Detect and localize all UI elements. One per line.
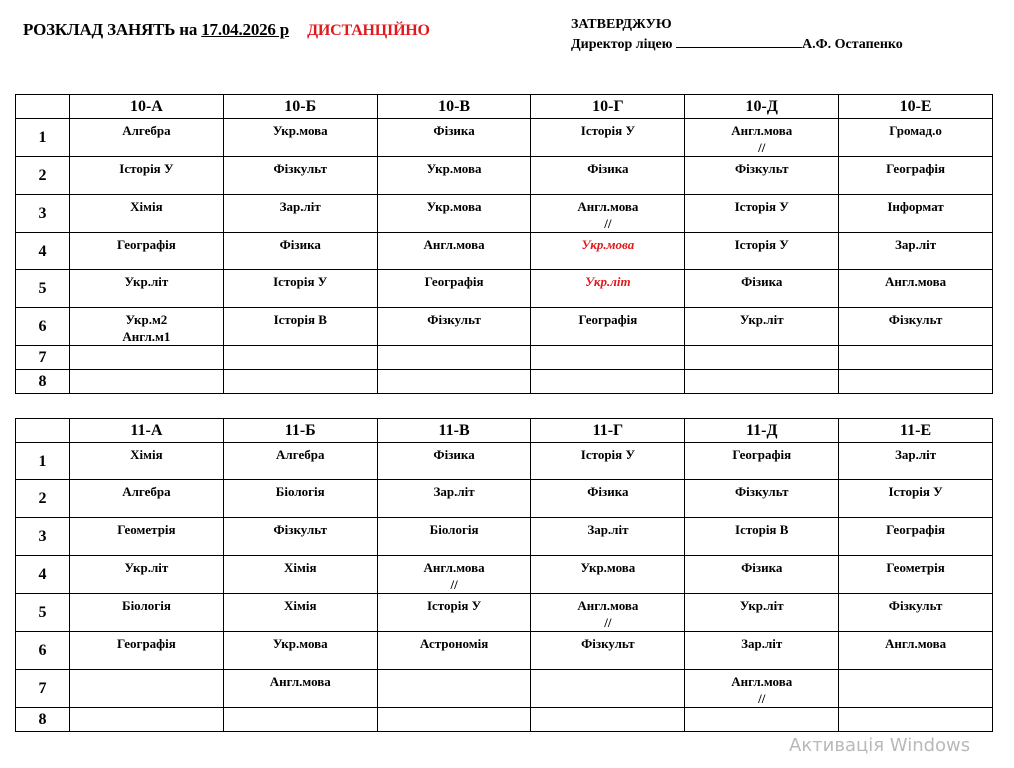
lesson-number: 6 bbox=[16, 308, 70, 346]
lesson-cell bbox=[685, 195, 839, 233]
lesson-number: 7 bbox=[16, 346, 70, 370]
subject-name: Укр.мова bbox=[426, 199, 482, 214]
subject-name: Алгебра bbox=[122, 484, 171, 499]
lesson-cell bbox=[70, 195, 224, 233]
subject-name: Біологія bbox=[429, 522, 479, 537]
lesson-number: 8 bbox=[16, 708, 70, 732]
subgroup-divider: // bbox=[450, 577, 458, 592]
lesson-cell bbox=[531, 346, 685, 370]
signature-line bbox=[676, 35, 802, 48]
lesson-cell bbox=[685, 119, 839, 157]
lesson-cell bbox=[531, 195, 685, 233]
subject-name: Англ.мова bbox=[731, 674, 793, 689]
page-title bbox=[23, 20, 430, 40]
lesson-cell bbox=[223, 480, 377, 518]
lesson-cell bbox=[839, 594, 993, 632]
subject-name: Хімія bbox=[130, 199, 163, 214]
subject-name: Англ.мова bbox=[885, 274, 947, 289]
lesson-cell bbox=[377, 594, 531, 632]
table-row bbox=[16, 670, 993, 708]
lesson-cell bbox=[531, 443, 685, 480]
lesson-cell bbox=[223, 556, 377, 594]
lesson-cell bbox=[70, 632, 224, 670]
subject-name: Англ.мова bbox=[577, 199, 639, 214]
lesson-cell bbox=[685, 480, 839, 518]
subject-name: Англ.мова bbox=[577, 598, 639, 613]
subject-name: Біологія bbox=[121, 598, 171, 613]
lesson-cell bbox=[685, 556, 839, 594]
table-row bbox=[16, 480, 993, 518]
class-header: 11-Д bbox=[685, 419, 839, 443]
lesson-cell bbox=[685, 233, 839, 270]
table-row bbox=[16, 233, 993, 270]
lesson-number: 4 bbox=[16, 233, 70, 270]
lesson-cell bbox=[223, 594, 377, 632]
subject-name: Фізика bbox=[433, 447, 475, 462]
lesson-cell bbox=[223, 119, 377, 157]
subject-name: Англ.мова bbox=[423, 560, 485, 575]
subject-name: Зар.літ bbox=[741, 636, 783, 651]
lesson-cell bbox=[223, 632, 377, 670]
lesson-cell bbox=[70, 233, 224, 270]
approve-signature-line bbox=[571, 35, 903, 55]
class-header: 10-Г bbox=[531, 95, 685, 119]
lesson-cell bbox=[531, 233, 685, 270]
table-row bbox=[16, 119, 993, 157]
subject-name: Фізика bbox=[587, 161, 629, 176]
lesson-cell bbox=[70, 346, 224, 370]
subject-name: Фізика bbox=[279, 237, 321, 252]
subject-name: Зар.літ bbox=[587, 522, 629, 537]
lesson-cell bbox=[531, 708, 685, 732]
lesson-cell bbox=[377, 119, 531, 157]
lesson-cell bbox=[839, 370, 993, 394]
lesson-cell bbox=[377, 443, 531, 480]
table-row bbox=[16, 518, 993, 556]
lesson-cell bbox=[223, 518, 377, 556]
subject-name: Фізкульт bbox=[581, 636, 635, 651]
lesson-cell bbox=[839, 480, 993, 518]
lesson-cell bbox=[377, 195, 531, 233]
lesson-cell bbox=[531, 157, 685, 195]
subject-name: Географія bbox=[117, 636, 176, 651]
lesson-cell bbox=[839, 443, 993, 480]
subject-name: Фізика bbox=[587, 484, 629, 499]
lesson-cell bbox=[531, 594, 685, 632]
lesson-number: 5 bbox=[16, 594, 70, 632]
lesson-cell bbox=[377, 308, 531, 346]
subject-name: Англ.мова bbox=[269, 674, 331, 689]
class-header: 11-Б bbox=[223, 419, 377, 443]
schedule-table-grade10 bbox=[15, 94, 993, 394]
subject-name: Фізкульт bbox=[888, 312, 943, 327]
lesson-cell bbox=[531, 308, 685, 346]
subject-name: Укр.мова bbox=[426, 161, 482, 176]
lesson-cell bbox=[531, 556, 685, 594]
lesson-number: 3 bbox=[16, 195, 70, 233]
lesson-cell bbox=[839, 195, 993, 233]
subject-name: Геометрія bbox=[117, 522, 176, 537]
lesson-cell bbox=[70, 556, 224, 594]
subject-name: Фізкульт bbox=[427, 312, 481, 327]
table-row bbox=[16, 270, 993, 308]
approve-title: ЗАТВЕРДЖУЮ bbox=[571, 17, 672, 32]
subject-name: Укр.мова bbox=[581, 237, 635, 252]
lesson-cell bbox=[377, 233, 531, 270]
subject-name: Історія У bbox=[426, 598, 482, 613]
lesson-cell bbox=[70, 370, 224, 394]
subgroup-divider: // bbox=[758, 140, 766, 155]
subject-name: Історія У bbox=[734, 237, 789, 252]
lesson-cell bbox=[377, 670, 531, 708]
lesson-cell bbox=[839, 518, 993, 556]
subject-name: Укр.мова bbox=[580, 560, 636, 575]
subject-name: Історія В bbox=[735, 522, 789, 537]
lesson-cell bbox=[377, 556, 531, 594]
lesson-cell bbox=[531, 670, 685, 708]
subject-name: Укр.літ bbox=[585, 274, 631, 289]
windows-activation-watermark: Активація Windows bbox=[789, 735, 971, 756]
subject-name: Географія bbox=[886, 522, 945, 537]
subject-name: Зар.літ bbox=[895, 447, 937, 462]
subject-name: Зар.літ bbox=[433, 484, 475, 499]
lesson-cell bbox=[377, 708, 531, 732]
lesson-number: 1 bbox=[16, 443, 70, 480]
lesson-cell bbox=[223, 308, 377, 346]
lesson-cell bbox=[839, 632, 993, 670]
lesson-number: 6 bbox=[16, 632, 70, 670]
table-row bbox=[16, 195, 993, 233]
lesson-cell bbox=[685, 518, 839, 556]
subject-name: Історія В bbox=[273, 312, 327, 327]
subject-name: Зар.літ bbox=[895, 237, 937, 252]
table-row bbox=[16, 346, 993, 370]
subject-name: Географія bbox=[886, 161, 945, 176]
lesson-cell bbox=[70, 480, 224, 518]
lesson-cell bbox=[685, 632, 839, 670]
subject-name: Історія У bbox=[119, 161, 174, 176]
lesson-cell bbox=[685, 346, 839, 370]
class-header: 11-Г bbox=[531, 419, 685, 443]
lesson-cell bbox=[70, 708, 224, 732]
subject-name: Фізкульт bbox=[273, 522, 328, 537]
subject-name: Біологія bbox=[275, 484, 325, 499]
subject-name: Історія У bbox=[888, 484, 943, 499]
subject-name: Укр.мова bbox=[272, 123, 328, 138]
lesson-number: 5 bbox=[16, 270, 70, 308]
subject-name: Географія bbox=[424, 274, 484, 289]
class-header: 11-А bbox=[70, 419, 224, 443]
lesson-cell bbox=[223, 195, 377, 233]
lesson-cell bbox=[839, 233, 993, 270]
subject-name: Укр.літ bbox=[739, 312, 784, 327]
lesson-cell bbox=[531, 370, 685, 394]
lesson-cell bbox=[685, 670, 839, 708]
subject-name: Фізика bbox=[741, 274, 783, 289]
lesson-cell bbox=[685, 370, 839, 394]
subject-name: Географія bbox=[732, 447, 792, 462]
subject-name: Історія У bbox=[580, 123, 635, 138]
lesson-cell bbox=[377, 270, 531, 308]
lesson-cell bbox=[839, 708, 993, 732]
lesson-number: 8 bbox=[16, 370, 70, 394]
lesson-cell bbox=[70, 270, 224, 308]
subject-name: Укр.літ bbox=[124, 560, 169, 575]
subject-name: Геометрія bbox=[886, 560, 945, 575]
subgroup-divider: // bbox=[604, 615, 612, 630]
subject-name: Географія bbox=[117, 237, 176, 252]
class-header: 11-В bbox=[377, 419, 531, 443]
lesson-cell bbox=[70, 670, 224, 708]
corner-cell bbox=[16, 95, 70, 119]
lesson-cell bbox=[839, 157, 993, 195]
lesson-cell bbox=[377, 157, 531, 195]
class-header: 11-Е bbox=[839, 419, 993, 443]
lesson-cell bbox=[223, 270, 377, 308]
class-header: 10-Б bbox=[223, 95, 377, 119]
subject-name: Алгебра bbox=[122, 123, 171, 138]
approve-name: А.Ф. Остапенко bbox=[801, 37, 903, 52]
lesson-cell bbox=[377, 346, 531, 370]
lesson-cell bbox=[685, 708, 839, 732]
lesson-cell bbox=[223, 670, 377, 708]
approval-block bbox=[571, 15, 903, 55]
subject-name: Алгебра bbox=[276, 447, 325, 462]
table-row bbox=[16, 556, 993, 594]
subject-name: Фізика bbox=[433, 123, 475, 138]
lesson-cell bbox=[685, 443, 839, 480]
class-header: 10-Е bbox=[839, 95, 993, 119]
schedule-table-grade11 bbox=[15, 418, 993, 732]
lesson-cell bbox=[377, 632, 531, 670]
subject-name: Історія У bbox=[734, 199, 789, 214]
lesson-cell bbox=[685, 157, 839, 195]
subject-name: Англ.мова bbox=[731, 123, 793, 138]
lesson-cell bbox=[377, 480, 531, 518]
subject-name: Історія У bbox=[580, 447, 635, 462]
lesson-cell bbox=[223, 346, 377, 370]
subject-name: Укр.літ bbox=[124, 274, 169, 289]
distance-mode-label: ДИСТАНЦІЙНО bbox=[307, 22, 430, 39]
subject-name: Астрономія bbox=[419, 636, 489, 651]
lesson-cell bbox=[70, 157, 224, 195]
subject-name: Історія У bbox=[273, 274, 328, 289]
lesson-cell bbox=[531, 119, 685, 157]
lesson-cell bbox=[839, 556, 993, 594]
lesson-cell bbox=[839, 308, 993, 346]
lesson-cell bbox=[223, 157, 377, 195]
subgroup-divider: // bbox=[758, 691, 766, 706]
subject-name: Хімія bbox=[130, 447, 163, 462]
lesson-cell bbox=[377, 518, 531, 556]
subject-name: Фізкульт bbox=[273, 161, 328, 176]
lesson-cell bbox=[70, 518, 224, 556]
lesson-number: 7 bbox=[16, 670, 70, 708]
lesson-cell bbox=[531, 480, 685, 518]
lesson-cell bbox=[223, 370, 377, 394]
table-row bbox=[16, 708, 993, 732]
subject-name: Фізика bbox=[741, 560, 783, 575]
table-row bbox=[16, 632, 993, 670]
header-row bbox=[16, 95, 993, 119]
lesson-cell bbox=[70, 594, 224, 632]
lesson-cell bbox=[839, 346, 993, 370]
subject-name: Укр.мова bbox=[272, 636, 328, 651]
subject-name: Укр.м2 bbox=[125, 312, 168, 327]
lesson-cell bbox=[839, 119, 993, 157]
subgroup-divider: // bbox=[604, 216, 612, 231]
subject-name: Фізкульт bbox=[734, 484, 789, 499]
class-header: 10-В bbox=[377, 95, 531, 119]
table-row bbox=[16, 308, 993, 346]
lesson-cell bbox=[223, 708, 377, 732]
lesson-cell bbox=[685, 270, 839, 308]
lesson-cell bbox=[70, 119, 224, 157]
lesson-cell bbox=[223, 443, 377, 480]
lesson-number: 1 bbox=[16, 119, 70, 157]
subject-name: Громад.о bbox=[889, 123, 942, 138]
subject-name: Укр.літ bbox=[739, 598, 784, 613]
subject-name: Англ.мова bbox=[423, 237, 485, 252]
title-prefix: РОЗКЛАД ЗАНЯТЬ на bbox=[23, 20, 202, 39]
lesson-number: 2 bbox=[16, 157, 70, 195]
lesson-cell bbox=[531, 518, 685, 556]
subject-name: Інформат bbox=[887, 199, 944, 214]
lesson-cell bbox=[685, 594, 839, 632]
subject-name: Зар.літ bbox=[279, 199, 321, 214]
subject-name: Хімія bbox=[283, 560, 317, 575]
lesson-cell bbox=[839, 270, 993, 308]
lesson-number: 3 bbox=[16, 518, 70, 556]
lesson-cell bbox=[223, 233, 377, 270]
corner-cell bbox=[16, 419, 70, 443]
lesson-cell bbox=[70, 308, 224, 346]
header-row bbox=[16, 419, 993, 443]
subject-name: Хімія bbox=[283, 598, 317, 613]
lesson-cell bbox=[839, 670, 993, 708]
class-header: 10-Д bbox=[685, 95, 839, 119]
table-row bbox=[16, 370, 993, 394]
approve-role: Директор ліцею bbox=[571, 37, 676, 52]
subject-name: Географія bbox=[578, 312, 638, 327]
subject-name: Англ.мова bbox=[885, 636, 947, 651]
lesson-number: 2 bbox=[16, 480, 70, 518]
table-row bbox=[16, 157, 993, 195]
lesson-number: 4 bbox=[16, 556, 70, 594]
subject-name: Англ.м1 bbox=[122, 329, 171, 344]
subject-name: Фізкульт bbox=[888, 598, 943, 613]
table-row bbox=[16, 443, 993, 480]
table-row bbox=[16, 594, 993, 632]
lesson-cell bbox=[685, 308, 839, 346]
lesson-cell bbox=[377, 370, 531, 394]
subject-name: Фізкульт bbox=[734, 161, 789, 176]
lesson-cell bbox=[531, 270, 685, 308]
lesson-cell bbox=[70, 443, 224, 480]
schedule-date: 17.04.2026 р bbox=[201, 20, 290, 39]
lesson-cell bbox=[531, 632, 685, 670]
class-header: 10-А bbox=[70, 95, 224, 119]
